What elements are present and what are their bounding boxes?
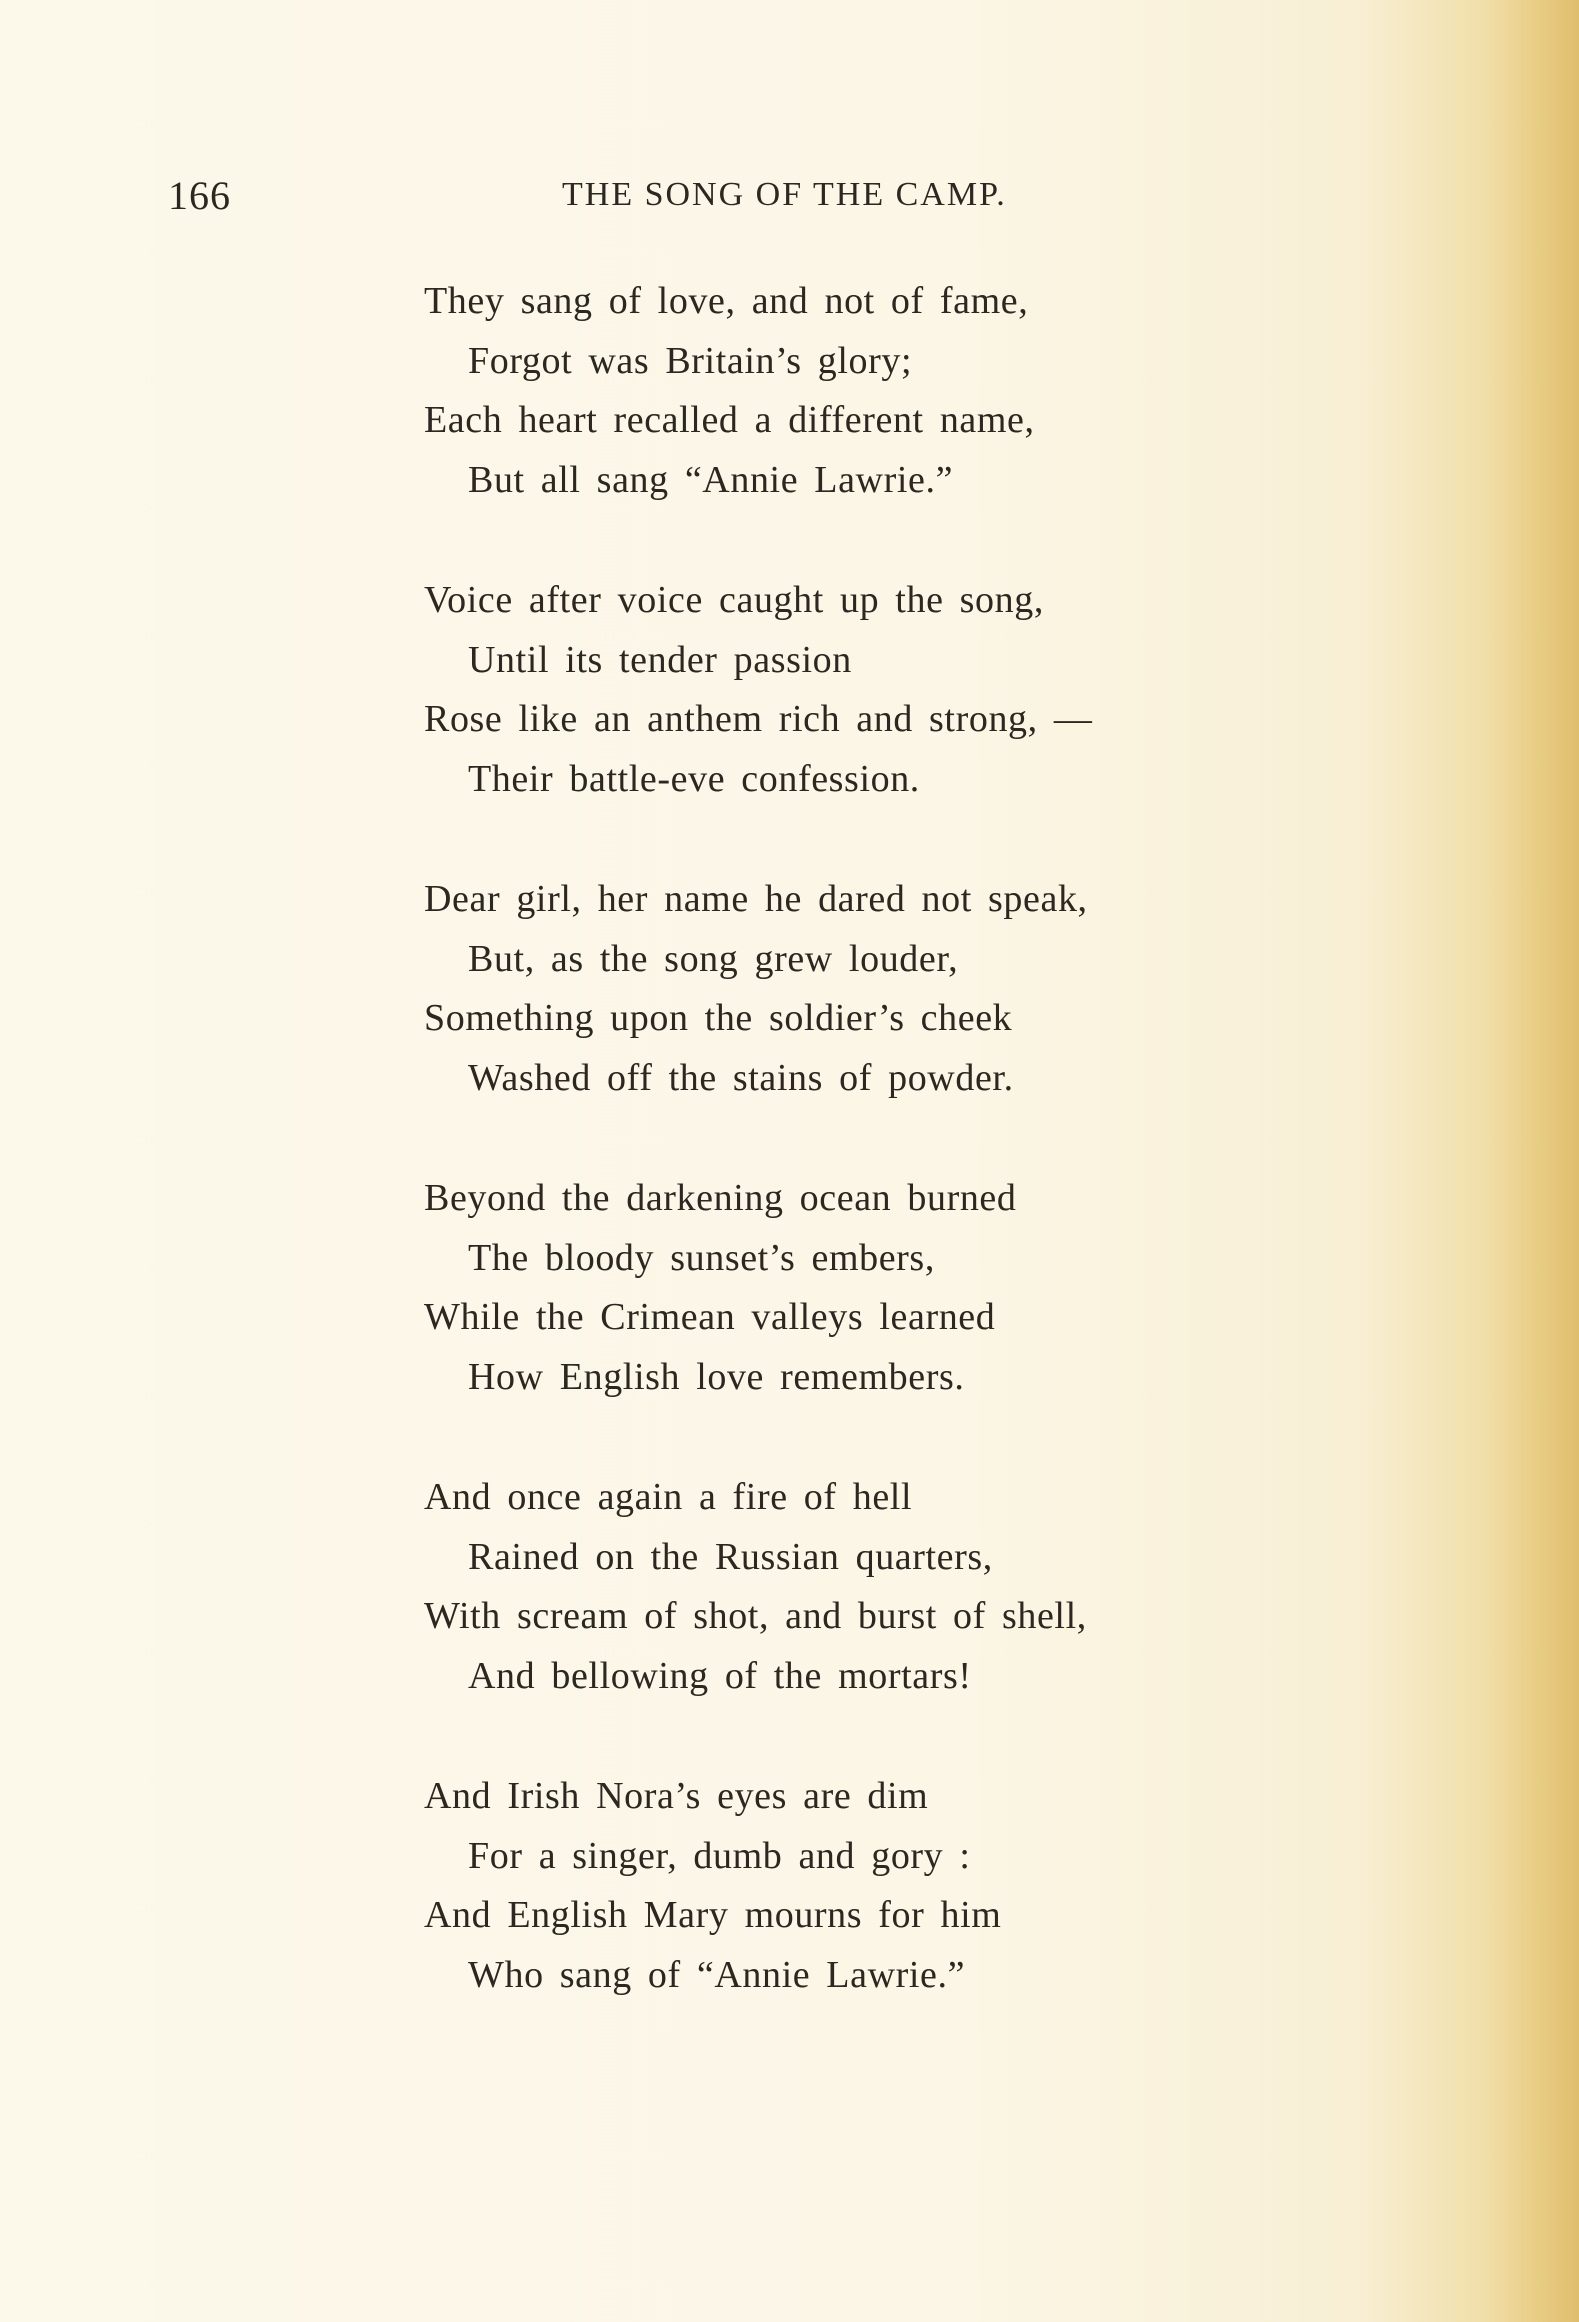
poem-line: Rose like an anthem rich and strong, — xyxy=(424,698,1093,740)
poem-line: Washed off the stains of powder. xyxy=(468,1056,1014,1099)
poem-line: Each heart recalled a different name, xyxy=(424,399,1035,441)
poem-line: With scream of shot, and burst of shell, xyxy=(424,1595,1087,1637)
poem-line: Forgot was Britain’s glory; xyxy=(468,339,913,382)
stanza-2 xyxy=(424,571,1424,809)
poem-line: While the Crimean valleys learned xyxy=(424,1296,996,1338)
stanza-1 xyxy=(424,272,1424,510)
poem-line: Beyond the darkening ocean burned xyxy=(424,1177,1017,1219)
poem-line: But all sang “Annie Lawrie.” xyxy=(468,458,954,501)
poem-line: Who sang of “Annie Lawrie.” xyxy=(468,1953,966,1996)
poem-line: But, as the song grew louder, xyxy=(468,937,959,980)
poem-line: Until its tender passion xyxy=(468,638,852,681)
poem-line: For a singer, dumb and gory : xyxy=(468,1834,971,1877)
poem-line: Voice after voice caught up the song, xyxy=(424,579,1044,621)
poem-line: How English love remembers. xyxy=(468,1355,965,1398)
poem-line: Dear girl, her name he dared not speak, xyxy=(424,878,1088,920)
poem-line: And English Mary mourns for him xyxy=(424,1894,1002,1936)
stanza-4 xyxy=(424,1169,1424,1407)
poem-body xyxy=(424,272,1424,2066)
poem-line: And bellowing of the mortars! xyxy=(468,1654,972,1697)
poem-line: And Irish Nora’s eyes are dim xyxy=(424,1775,929,1817)
poem-line: And once again a fire of hell xyxy=(424,1476,913,1518)
page-header xyxy=(0,172,1579,222)
stanza-5 xyxy=(424,1468,1424,1706)
poem-line: Rained on the Russian quarters, xyxy=(468,1535,993,1578)
page-number: 166 xyxy=(168,173,231,218)
poem-line: They sang of love, and not of fame, xyxy=(424,280,1029,322)
stanza-3 xyxy=(424,870,1424,1108)
poem-line: Something upon the soldier’s cheek xyxy=(424,997,1013,1039)
poem-line: The bloody sunset’s embers, xyxy=(468,1236,935,1279)
poem-line: Their battle-eve confession. xyxy=(468,757,920,800)
stanza-6 xyxy=(424,1767,1424,2005)
running-title: THE SONG OF THE CAMP. xyxy=(562,176,1007,213)
